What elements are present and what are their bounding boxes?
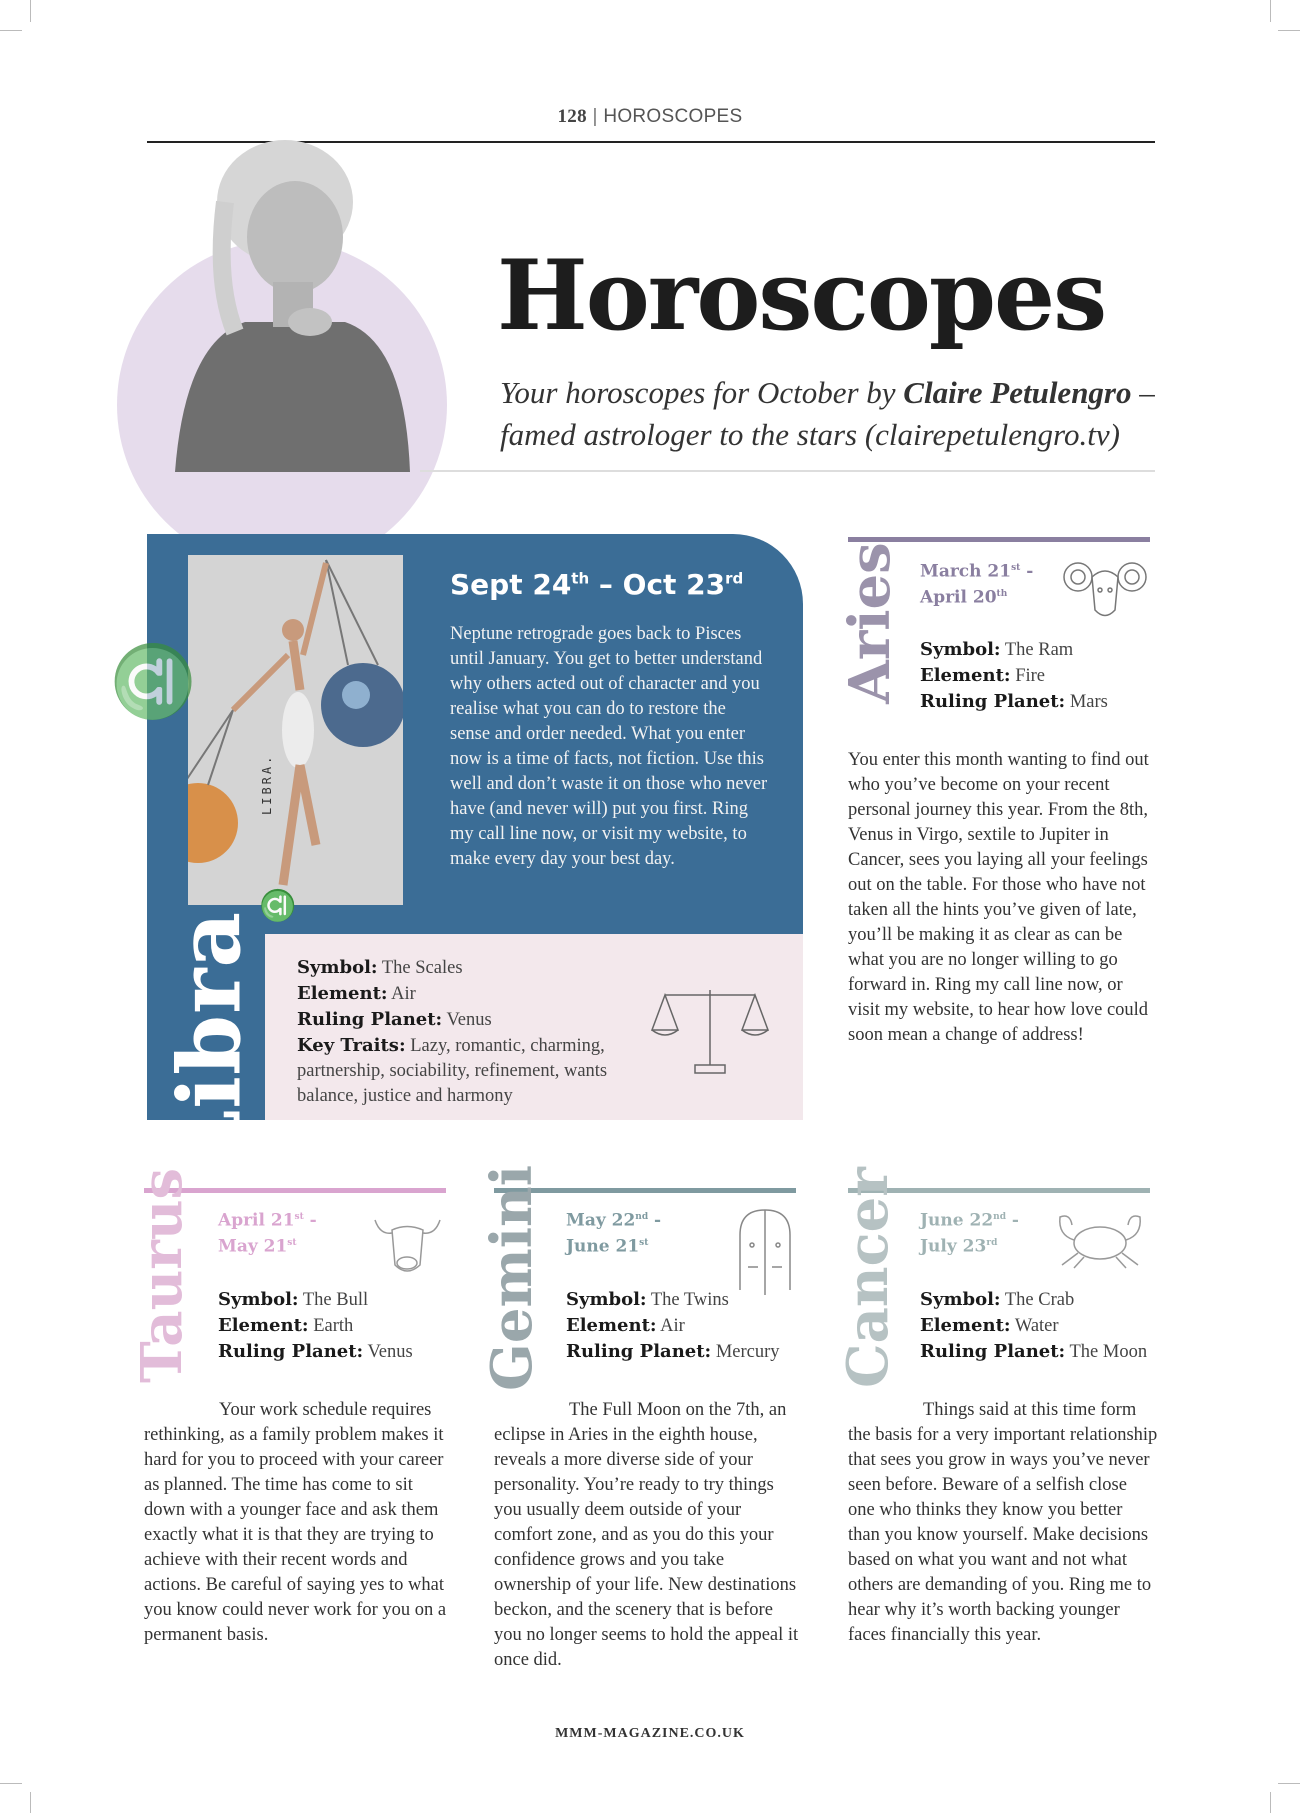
element-label: Element: <box>218 1315 309 1336</box>
element-value: Earth <box>308 1316 354 1336</box>
taurus-date-start-suffix: st <box>294 1212 304 1222</box>
aries-forecast: You enter this month wanting to find out who you’ve become on your recent personal journey this year. From the 8th, Venus in Virgo, sextile to Jupiter in Cancer, sees you laying all your feelings out on the table. For those who have not taken all the hints you’ve given of late, you’ll be making it as clear as can be what you are no longer willing to go forward in. Ring my call line now, or visit my website, to hear how love could soon mean a change of address! <box>848 750 1149 1045</box>
aries-facts <box>920 637 1108 715</box>
libra-forecast: Neptune retrograde goes back to Pisces until January. You get to better understand why others acted out of character and you realise what you can do to restore the sense and order needed. What you enter now is a time of facts, not fiction. Use this well and don’t waste it on those who never have (and never will) put you first. Ring my call line now, or visit my website, to make every day your best day. <box>450 624 768 869</box>
ram-icon <box>1060 555 1150 625</box>
gemini-date-sep: - <box>648 1210 662 1231</box>
aries-date-end: April 20 <box>920 587 997 608</box>
planet-label: Ruling Planet: <box>566 1341 712 1362</box>
subtitle-intro: Your horoscopes for October by <box>500 375 904 410</box>
gemini-sign-name: Gemini <box>479 1165 545 1391</box>
symbol-value: The Crab <box>1000 1290 1075 1310</box>
gemini-date-end-suffix: st <box>639 1237 649 1248</box>
subtitle-rule <box>420 470 1155 472</box>
cancer-forecast-text: Things said at this time form the basis for a very important relationship that sees you grow in ways you’ve never seen before. Beware of a selfish close one who thinks they know you better than you know yourself. Make decisions based on what you want and not what others are demanding of you. Ring me to hear why it’s worth backing younger faces financially this year. <box>848 1400 1158 1645</box>
cancer-dates <box>920 1206 1019 1257</box>
cancer-facts <box>920 1287 1147 1365</box>
libra-date-start-suffix: th <box>571 569 590 588</box>
gemini-forecast-text: The Full Moon on the 7th, an eclipse in Aries in the eighth house, reveals a more diverse side of your personality. You’re ready to try things you usually deem outside of your comfort zone, and as you do this your confidence grows and you take ownership of your life. New destinations beckon, and the scenery that is before you no longer seems to hold the appeal it once did. <box>494 1400 799 1670</box>
crop-mark <box>0 1783 22 1784</box>
bull-icon <box>370 1205 445 1280</box>
element-value: Air <box>656 1316 685 1336</box>
cancer-date-sep: - <box>1006 1210 1019 1231</box>
taurus-date-end-suffix: st <box>287 1237 297 1248</box>
libra-date-range <box>450 568 743 601</box>
cancer-date-start: June 22 <box>920 1210 994 1231</box>
planet-value: The Moon <box>1065 1342 1148 1362</box>
taurus-forecast <box>144 1398 449 1648</box>
author-portrait <box>155 132 415 472</box>
twins-icon <box>730 1205 800 1300</box>
planet-label: Ruling Planet: <box>920 691 1066 712</box>
aries-date-end-suffix: th <box>996 588 1008 599</box>
planet-value: Venus <box>363 1342 413 1362</box>
page-title: Horoscopes <box>497 239 1106 352</box>
gemini-date-start: May 22 <box>566 1210 636 1231</box>
symbol-label: Symbol: <box>566 1289 647 1310</box>
symbol-label: Symbol: <box>920 639 1001 660</box>
element-value: Fire <box>1010 666 1045 686</box>
libra-image-caption: LIBRA. <box>260 753 274 815</box>
gemini-date-end: June 21 <box>566 1236 640 1257</box>
gemini-dates <box>566 1206 661 1257</box>
symbol-label: Symbol: <box>920 1289 1001 1310</box>
planet-value: Venus <box>442 1010 492 1030</box>
taurus-dates <box>218 1206 317 1257</box>
author-name: Claire Petulengro <box>903 375 1132 410</box>
traits-value: Lazy, romantic, charming, partnership, sociability, refinement, wants balance, justice and harmony <box>297 1036 608 1106</box>
aries-dates <box>920 557 1033 608</box>
planet-label: Ruling Planet: <box>920 1341 1066 1362</box>
page-subtitle <box>500 372 1180 456</box>
element-label: Element: <box>297 983 388 1004</box>
crop-mark <box>1270 1792 1271 1813</box>
crop-mark <box>1270 0 1271 22</box>
aries-sign-name: Aries <box>837 542 903 704</box>
crop-mark <box>0 30 22 31</box>
symbol-value: The Scales <box>377 958 463 978</box>
libra-facts <box>297 955 657 1109</box>
symbol-value: The Twins <box>646 1290 729 1310</box>
gemini-date-start-suffix: nd <box>635 1212 649 1222</box>
gemini-facts <box>566 1287 780 1365</box>
element-label: Element: <box>566 1315 657 1336</box>
symbol-value: The Ram <box>1000 640 1074 660</box>
crop-mark <box>30 1792 31 1813</box>
crop-mark <box>1278 1783 1300 1784</box>
cancer-date-end: July 23 <box>920 1236 987 1257</box>
planet-label: Ruling Planet: <box>297 1009 443 1030</box>
aries-date-sep: - <box>1020 561 1034 582</box>
planet-value: Mars <box>1065 692 1108 712</box>
element-value: Water <box>1010 1316 1059 1336</box>
running-header: 128 | HOROSCOPES <box>557 106 743 127</box>
crab-icon <box>1050 1205 1150 1270</box>
aries-date-start: March 21 <box>920 561 1012 582</box>
cancer-date-start-suffix: nd <box>993 1212 1006 1222</box>
cancer-forecast <box>848 1398 1158 1648</box>
taurus-date-sep: - <box>303 1210 317 1231</box>
libra-date-end: – Oct 23 <box>589 568 726 601</box>
traits-label: Key Traits: <box>297 1035 406 1056</box>
taurus-date-end: May 21 <box>218 1236 288 1257</box>
libra-glyph-icon: ♎ <box>112 637 195 726</box>
cancer-date-end-suffix: rd <box>986 1237 998 1248</box>
gemini-forecast <box>494 1398 799 1673</box>
taurus-sign-name: Taurus <box>129 1167 195 1383</box>
footer-url: MMM-MAGAZINE.CO.UK <box>555 1726 745 1741</box>
libra-illustration <box>188 555 403 905</box>
symbol-value: The Bull <box>298 1290 369 1310</box>
crop-mark <box>30 0 31 22</box>
element-value: Air <box>387 984 416 1004</box>
crop-mark <box>1278 30 1300 31</box>
libra-date-end-suffix: rd <box>725 569 744 588</box>
page-number: 128 <box>557 106 587 127</box>
libra-date-start: Sept 24 <box>450 568 572 601</box>
aries-date-start-suffix: st <box>1011 563 1021 573</box>
planet-value: Mercury <box>711 1342 780 1362</box>
planet-label: Ruling Planet: <box>218 1341 364 1362</box>
libra-small-glyph-icon: ♎ <box>261 886 297 925</box>
subtitle-outro: – famed astrologer to the stars (clairepetulengro.tv) <box>500 375 1155 452</box>
element-label: Element: <box>920 1315 1011 1336</box>
taurus-facts <box>218 1287 413 1365</box>
scales-icon <box>650 980 770 1080</box>
taurus-date-start: April 21 <box>218 1210 295 1231</box>
taurus-forecast-text: Your work schedule requires rethinking, as a family problem makes it hard for you to proceed with your career as planned. The time has come to sit down with a younger face and ask them exactly what it is that they are trying to achieve with their recent words and actions. Be careful of saying yes to what you know could never work for you on a permanent basis. <box>144 1400 447 1645</box>
libra-sign-name: Libra <box>159 910 261 1171</box>
symbol-label: Symbol: <box>218 1289 299 1310</box>
symbol-label: Symbol: <box>297 957 378 978</box>
cancer-sign-name: Cancer <box>835 1167 901 1388</box>
element-label: Element: <box>920 665 1011 686</box>
section-name: HOROSCOPES <box>603 106 743 127</box>
